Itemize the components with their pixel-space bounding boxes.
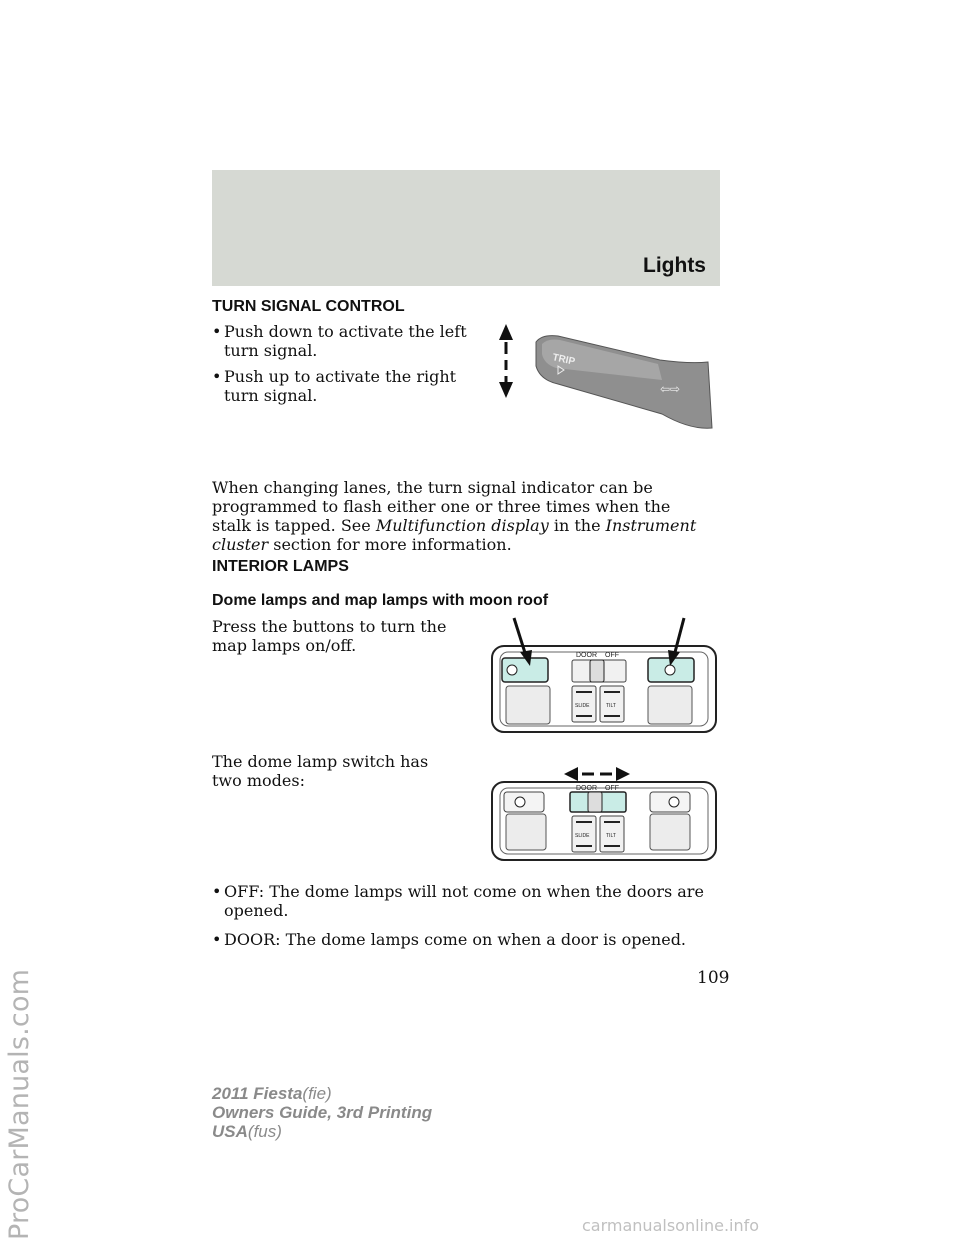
svg-text:DOOR: DOOR [576, 652, 597, 659]
turn-signal-heading: TURN SIGNAL CONTROL [212, 298, 405, 315]
list-item: • Push down to activate the left turn signal. [212, 322, 467, 360]
arrows-icon: ⇦⇨ [660, 382, 681, 396]
cross-reference: Instrument cluster [212, 516, 697, 554]
svg-text:TILT: TILT [606, 703, 616, 709]
svg-text:TRIP: TRIP [551, 352, 576, 368]
dome-switch-text: The dome lamp switch has two modes: [212, 752, 429, 790]
dome-map-subheading: Dome lamps and map lamps with moon roof [212, 592, 549, 609]
side-watermark: ProCarManuals.com [4, 968, 35, 1240]
svg-text:OFF: OFF [605, 785, 619, 792]
left-right-arrow-icon [564, 767, 630, 781]
dome-modes-list [212, 882, 712, 949]
svg-text:SLIDE: SLIDE [575, 833, 590, 839]
svg-text:SLIDE: SLIDE [575, 703, 590, 709]
list-item: • OFF: The dome lamps will not come on when the doors are opened. [212, 882, 704, 920]
page-number: 109 [697, 968, 730, 988]
svg-text:OFF: OFF [605, 652, 619, 659]
section-title: Lights [643, 254, 706, 277]
cross-reference: Multifunction display [375, 516, 549, 535]
svg-text:DOOR: DOOR [576, 785, 597, 792]
map-lamps-illustration [488, 612, 720, 736]
turn-signal-stalk-illustration [490, 320, 720, 436]
footer-edition: 2011 Fiesta(fie) Owners Guide, 3rd Printing USA(fus) [212, 1084, 433, 1141]
turn-signal-bullets [212, 322, 482, 405]
list-item: • DOOR: The dome lamps come on when a door is opened. [212, 930, 687, 949]
bottom-watermark: carmanualsonline.info [582, 1216, 760, 1235]
dome-switch-illustration [488, 764, 720, 864]
up-down-arrow-icon [499, 324, 513, 398]
section-header [212, 170, 720, 286]
map-lamps-text: Press the buttons to turn the map lamps on/off. [212, 617, 447, 655]
interior-lamps-heading: INTERIOR LAMPS [212, 558, 349, 575]
list-item: • Push up to activate the right turn signal. [212, 367, 457, 405]
lane-change-paragraph: When changing lanes, the turn signal indicator can be programmed to flash either one or three times when the stalk is tapped. See Multifunction display in the Instrument cluster section for more information. [212, 478, 697, 554]
stalk-lever [536, 336, 712, 429]
svg-text:TILT: TILT [606, 833, 616, 839]
